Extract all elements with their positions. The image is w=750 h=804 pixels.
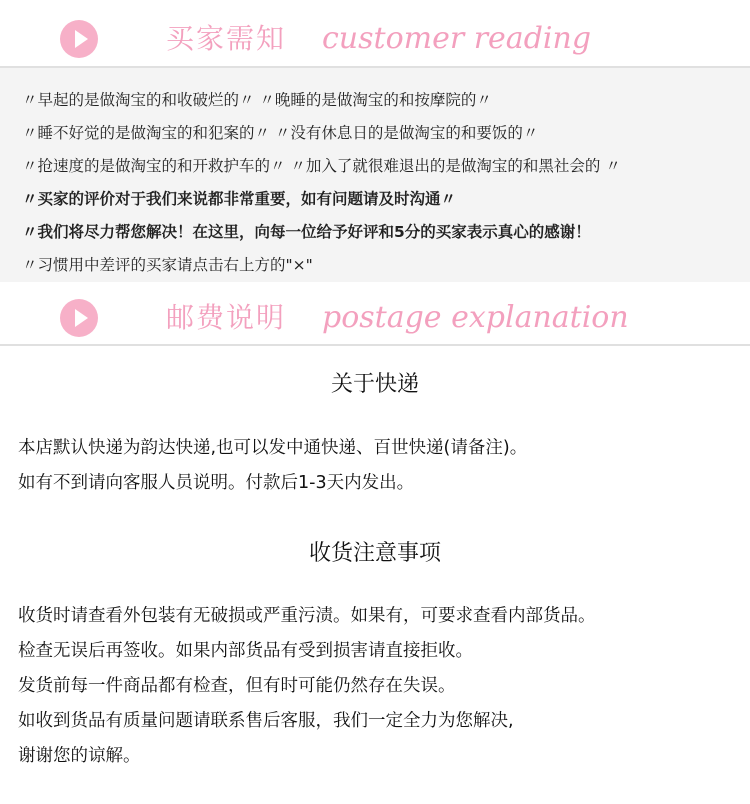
- rule-line: 〃早起的是做淘宝的和收破烂的〃 〃晚睡的是做淘宝的和按摩院的〃: [22, 91, 492, 109]
- receipt-line: 如收到货品有质量问题请联系售后客服，我们一定全力为您解决,: [18, 711, 514, 731]
- postage-title-cn: 邮费说明: [166, 301, 287, 334]
- rule-line: 〃睡不好觉的是做淘宝的和犯案的〃 〃没有休息日的是做淘宝的和要饭的〃: [22, 124, 539, 142]
- receipt-line: 检查无误后再签收。如果内部货品有受到损害请直接拒收。: [18, 641, 473, 661]
- postage-content: [0, 350, 750, 774]
- play-icon: [60, 299, 98, 337]
- buyer-notice-header: [0, 14, 750, 70]
- divider: [0, 344, 750, 346]
- rule-line: 〃买家的评价对于我们来说都非常重要，如有问题请及时沟通〃: [22, 190, 457, 208]
- rule-line: 〃我们将尽力帮您解决！在这里，向每一位给予好评和5分的买家表示真心的感谢！: [22, 223, 591, 241]
- receipt-heading: 收货注意事项: [308, 541, 441, 566]
- rule-line: 〃抢速度的是做淘宝的和开救护车的〃 〃加入了就很难退出的是做淘宝的和黑社会的 〃: [22, 157, 621, 175]
- rule-line: 〃习惯用中差评的买家请点击右上方的"×": [22, 256, 313, 274]
- play-icon: [60, 20, 98, 58]
- postage-title-en: postage explanation: [322, 300, 629, 335]
- postage-header: [0, 293, 750, 349]
- receipt-line: 发货前每一件商品都有检查，但有时可能仍然存在失误。: [18, 676, 456, 696]
- buyer-rules-list: [22, 84, 742, 282]
- express-heading: 关于快递: [330, 372, 419, 397]
- receipt-line: 收货时请查看外包装有无破损或严重污渍。如果有，可要求查看内部货品。: [18, 606, 596, 626]
- express-line: 如有不到请向客服人员说明。付款后1-3天内发出。: [18, 473, 415, 493]
- buyer-notice-title-en: customer reading: [322, 21, 592, 56]
- buyer-notice-title-cn: 买家需知: [166, 22, 287, 55]
- receipt-line: 谢谢您的谅解。: [18, 746, 141, 766]
- express-line: 本店默认快递为韵达快递,也可以发中通快递、百世快递(请备注)。: [18, 438, 528, 458]
